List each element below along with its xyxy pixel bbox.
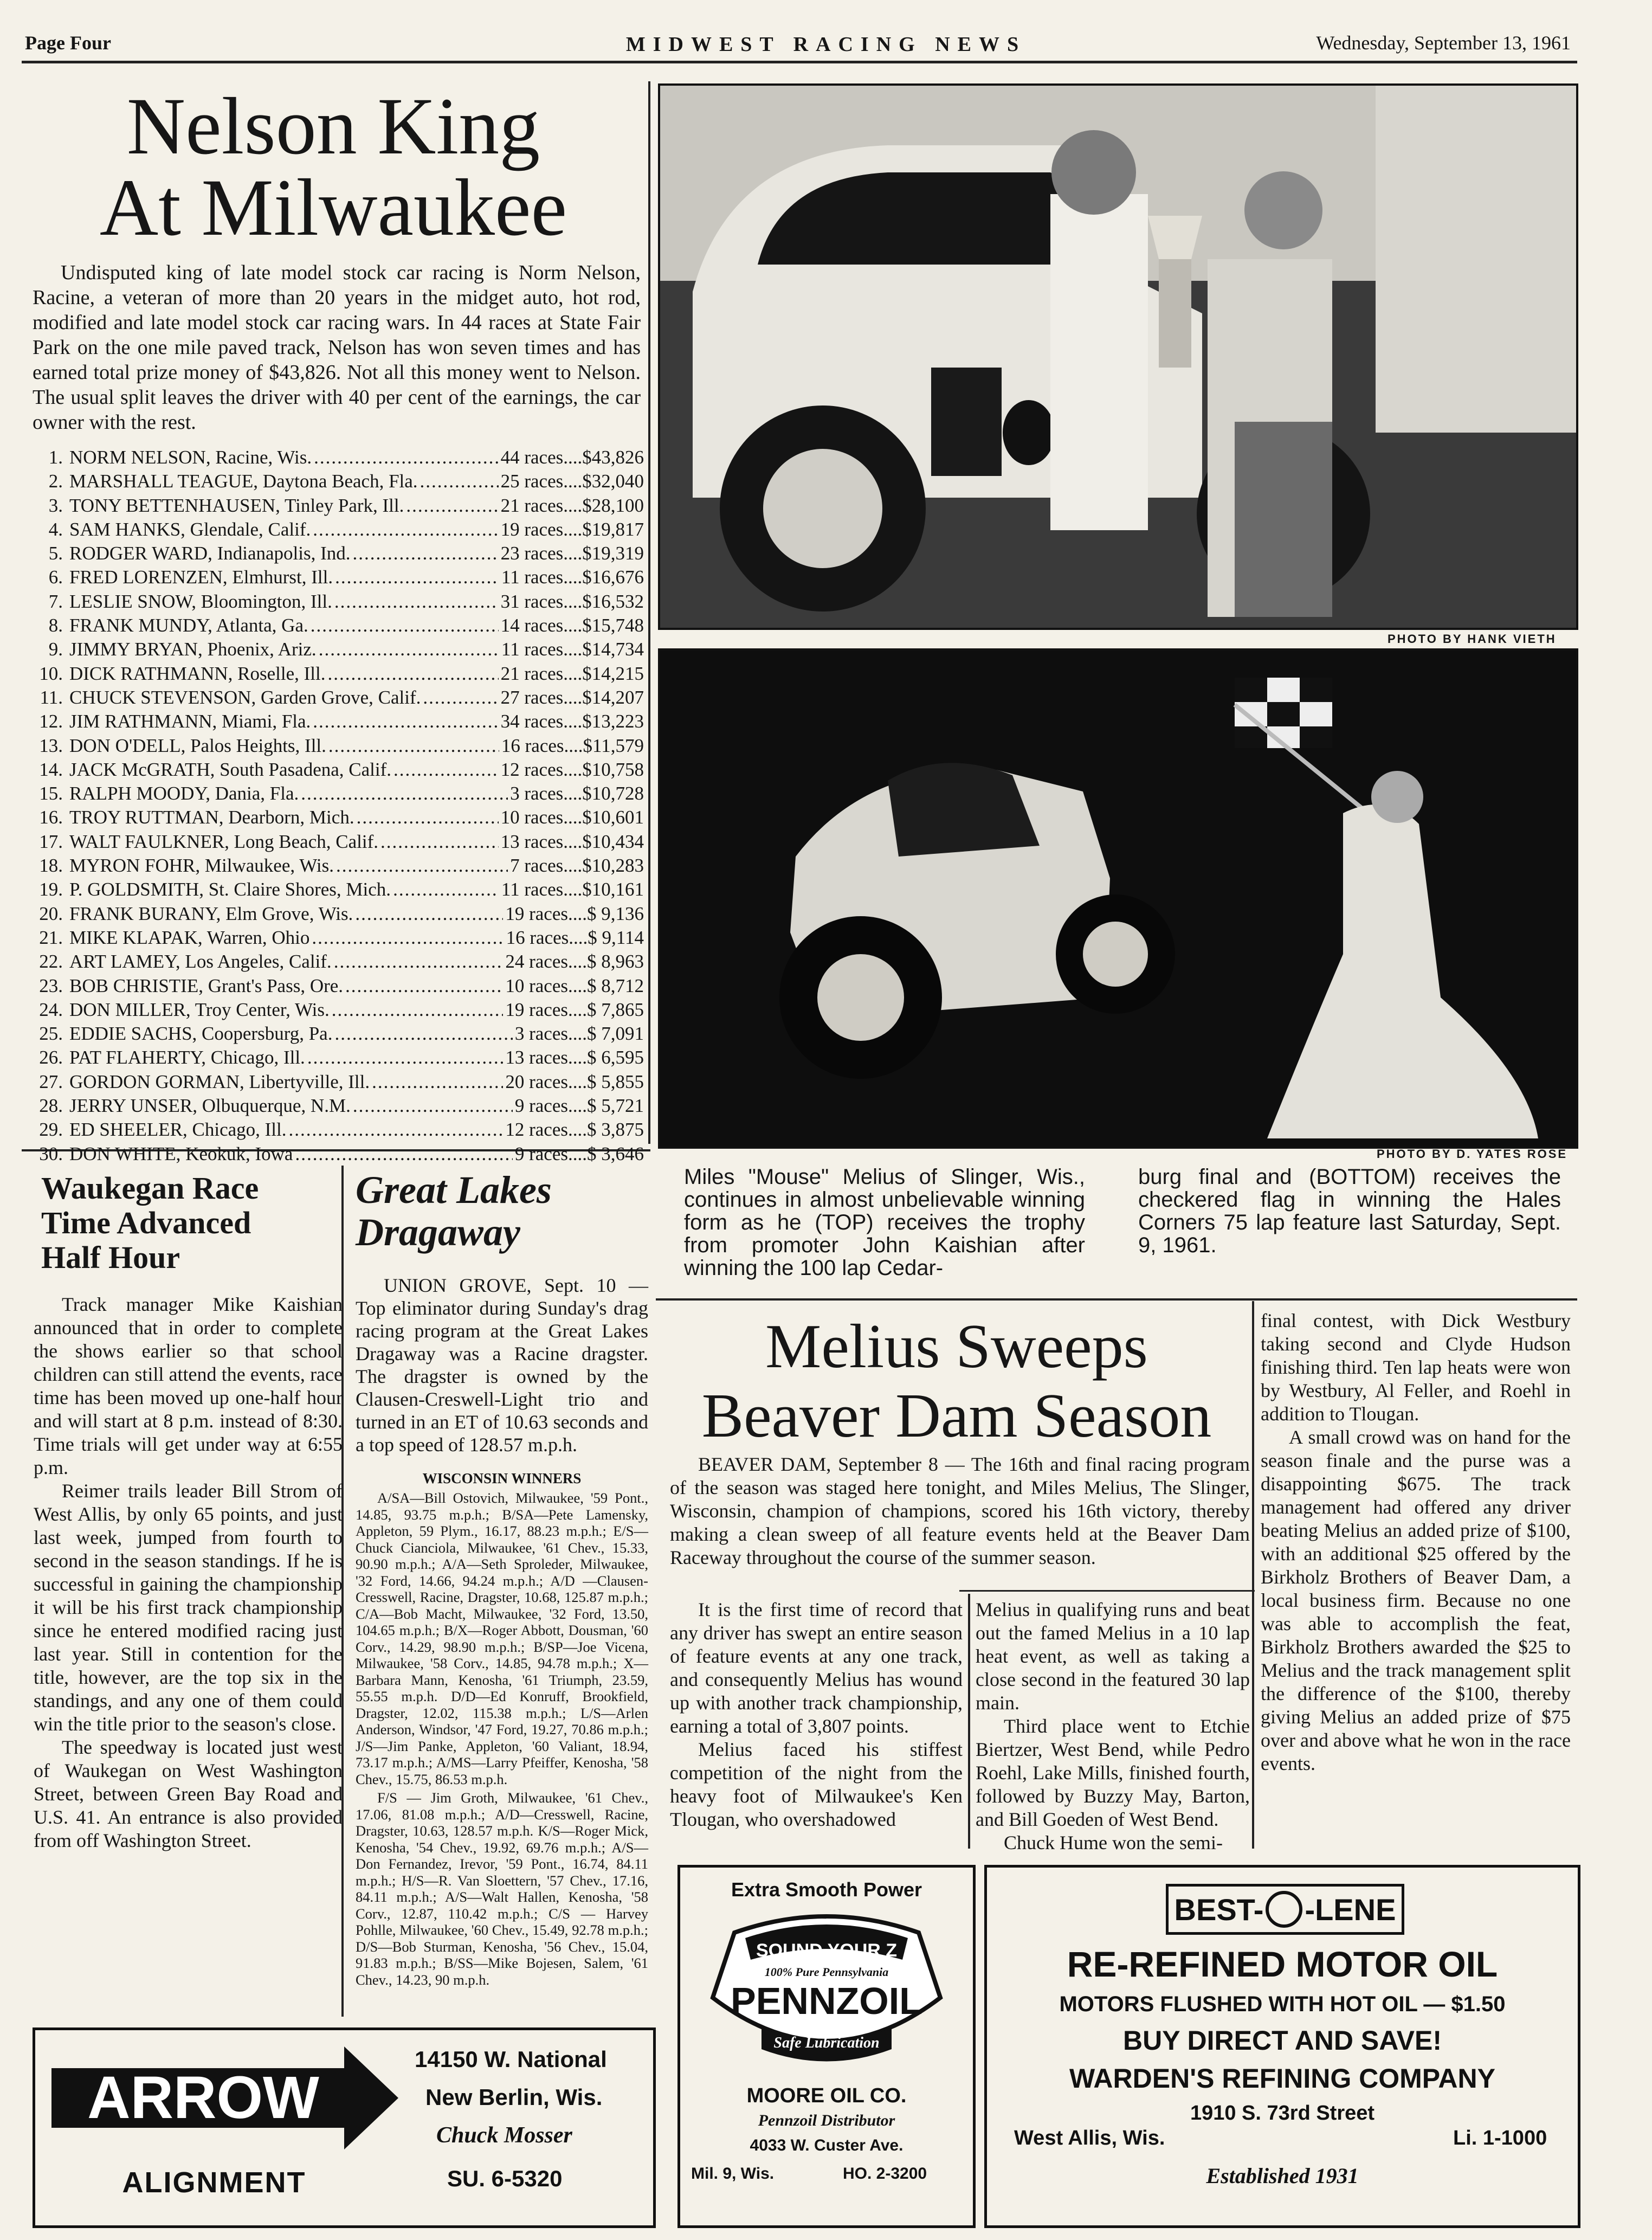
standings-driver: EDDIE SACHS, Coopersburg, Pa. [69,1023,333,1045]
pennzoil-role: Pennzoil Distributor [758,2112,895,2129]
trophy-photo-image [660,86,1576,628]
standings-races: 16 races [506,926,569,948]
winners-heading: WISCONSIN WINNERS [422,1470,582,1486]
standings-prize: $11,579 [583,735,644,756]
photo-caption-left: Miles "Mouse" Melius of Slinger, Wis., continues in almost unbelievable winning form as he (TOP) receives the trophy from promoter John Kaishian after winning the 100 lap Cedar- [684,1165,1085,1280]
standings-rank: 11. [40,686,63,708]
paper-title: MIDWEST RACING NEWS [625,33,1027,56]
standings-rank: 17. [39,831,63,852]
standings-row [33,1046,644,1070]
pennzoil-phone: HO. 2-3200 [843,2165,927,2183]
standings-driver: BOB CHRISTIE, Grant's Pass, Ore. [69,975,344,996]
standings-row [33,854,644,878]
separator-dots: .... [563,758,583,780]
standings-row [33,806,644,829]
leader-dots [423,686,498,710]
page-number: Page Four [25,32,111,54]
standings-row [33,782,644,806]
pennzoil-badge-bottom: Safe Lubrication [773,2035,880,2051]
standings-rank: 13. [39,735,63,756]
flag-photo-image [660,651,1576,1147]
standings-row [33,758,644,782]
column-rule [968,1594,970,1849]
standings-driver: FRANK MUNDY, Atlanta, Ga. [69,615,308,636]
arrow-address: 14150 W. National [415,2046,607,2072]
standings-races: 21 races [500,662,564,684]
standings-prize: $32,040 [582,471,644,492]
standings-races: 9 races [514,1143,568,1164]
leader-dots [372,1070,503,1094]
leader-dots [327,662,498,686]
standings-driver: DICK RATHMANN, Roselle, Ill. [69,662,326,684]
separator-dots: .... [568,1023,587,1045]
separator-dots: .... [563,686,583,708]
separator-dots: .... [564,735,583,756]
pennzoil-tagline: Extra Smooth Power [731,1878,922,1901]
separator-dots: .... [563,711,583,732]
standings-races: 23 races [500,543,564,564]
pennzoil-city: Mil. 9, Wis. [691,2165,775,2183]
standings-races: 13 races [505,1047,568,1068]
separator-dots: .... [563,639,583,660]
standings-rank: 3. [48,494,63,516]
standings-prize: $16,676 [582,567,644,588]
standings-row [33,1142,644,1166]
standings-races: 3 races [514,1023,568,1045]
article-melius-lead: BEAVER DAM, September 8 — The 16th and final racing program of the season was staged here tonight, and Miles Melius, The Slinger, Wisconsin, champion of champions, scored his 16th victory, thereby making a clean sweep of all feature events held at the Beaver Dam Raceway throughout the course of the summer season. [670,1453,1250,1568]
standings-prize: $ 5,721 [587,1095,644,1117]
pennzoil-badge-top: SOUND YOUR Z [756,1940,898,1961]
arrow-city: New Berlin, Wis. [425,2084,603,2110]
standings-prize: $ 3,646 [587,1143,644,1164]
pennzoil-address: 4033 W. Custer Ave. [750,2136,904,2154]
standings-rank: 8. [48,615,63,636]
standings-rank: 23. [39,975,63,996]
standings-prize: $ 8,963 [587,951,644,973]
issue-date: Wednesday, September 13, 1961 [1316,32,1571,54]
leader-dots [295,1142,512,1166]
best-o-lene-established: Established 1931 [1206,2164,1359,2188]
standings-driver: DON MILLER, Troy Center, Wis. [69,999,330,1020]
standings-row [33,518,644,542]
leader-dots [353,1094,513,1118]
standings-rank: 14. [39,758,63,780]
standings-row [33,902,644,926]
standings-prize: $10,758 [582,758,644,780]
separator-dots: .... [563,494,583,516]
leader-dots [353,542,499,565]
standings-rank: 10. [39,662,63,684]
leader-dots [345,974,503,998]
standings-row [33,926,644,950]
standings-row [33,1022,644,1046]
standings-driver: TONY BETTENHAUSEN, Tinley Park, Ill. [69,494,404,516]
standings-rank: 19. [39,879,63,900]
standings-row [33,950,644,974]
standings-races: 25 races [500,471,564,492]
standings-rank: 25. [39,1023,63,1045]
standings-rank: 18. [39,855,63,877]
standings-driver: NORM NELSON, Racine, Wis. [69,447,312,468]
leader-dots [406,494,498,518]
standings-driver: P. GOLDSMITH, St. Claire Shores, Mich. [69,879,391,900]
leader-dots [307,1046,504,1070]
standings-races: 31 races [500,590,564,612]
standings-rank: 16. [39,807,63,828]
headline-waukegan: Waukegan Race Time Advanced Half Hour [41,1170,259,1275]
separator-dots: .... [563,590,583,612]
photo-credit-top: PHOTO BY HANK VIETH [1388,632,1557,646]
standings-rank: 29. [39,1119,63,1141]
leader-dots [393,758,499,782]
standings-prize: $19,817 [582,518,644,540]
separator-dots: .... [563,615,583,636]
oil-drop-icon [1266,1891,1302,1928]
leader-dots [355,902,503,926]
pennzoil-brand: PENNZOIL [731,1980,922,2022]
standings-rank: 24. [39,999,63,1020]
best-o-lene-logo-left: BEST- [1174,1892,1264,1927]
column-rule [648,81,650,1144]
best-o-lene-line3: BUY DIRECT AND SAVE! [1122,2025,1442,2056]
best-o-lene-logo-right: -LENE [1305,1892,1396,1927]
standings-driver: TROY RUTTMAN, Dearborn, Mich. [69,807,354,828]
ad-best-o-lene [984,1865,1580,2228]
leader-dots [334,950,504,974]
standings-row [33,998,644,1022]
leader-dots [380,830,499,854]
standings-rank: 6. [48,567,63,588]
leader-dots [314,446,499,469]
best-o-lene-line4: WARDEN'S REFINING COMPANY [1069,2063,1495,2094]
standings-races: 16 races [501,735,564,756]
separator-dots: .... [568,951,587,973]
separator-dots: .... [563,783,583,804]
standings-driver: DON O'DELL, Palos Heights, Ill. [69,735,326,756]
standings-races: 34 races [500,711,564,732]
separator-dots: .... [568,975,587,996]
standings-races: 20 races [505,1071,568,1092]
best-o-lene-logo [1166,1884,1404,1935]
standings-prize: $ 7,091 [587,1023,644,1045]
standings-races: 7 races [510,855,564,877]
standings-row [33,494,644,518]
standings-races: 10 races [500,807,564,828]
standings-row [33,1118,644,1142]
pennzoil-company: MOORE OIL CO. [746,2084,907,2107]
standings-prize: $14,734 [582,639,644,660]
standings-prize: $ 5,855 [587,1071,644,1092]
photo-checkered-flag [658,648,1578,1149]
article-waukegan-body: Track manager Mike Kaishian announced that in order to complete the shows earlier so that school children can still attend the events, race time has been moved up one-half hour and will start at 8 p.m. instead of 8:30. Time trials will get under way at 6:55 p.m. Reimer trails leader Bill Strom of West Allis, by only 65 points, and just last week, jumped from fourth to second in the season standings. If he is successful in gaining the championship it will be his first track championship since he entered modified racing just last year. Still in contention for the title, however, are the top six in the standings, and any one of them could win the title prior to the season's close. The speedway is located just west of Waukegan on West Washington Street, between Green Bay Road and U.S. 41. An entrance is also provided from off Washington Street. [34,1293,343,1851]
standings-row [33,974,644,998]
standings-rank: 12. [39,711,63,732]
standings-prize: $ 6,595 [587,1047,644,1068]
arrow-contact: Chuck Mosser [436,2123,572,2148]
article-melius-col3: final contest, with Dick Westbury taking second and Clyde Hudson finishing third. Ten lap heats were won by Westbury, Al Feller, and Roehl in addition to Tlougan. A small crowd was on hand for the season finale and the purse was a disappointing $675. The track management had offered any driver beating Melius an added prize of $100, with an additional $25 offered by the Birkholz Brothers of Beaver Dam, a local business firm. Because no one was able to accomplish the feat, Birkholz Brothers awarded the $25 to Melius and the track management split the difference of the $100, thereby giving Melius an added prize of $75 over and above what he won in the race events. [1261,1310,1571,1774]
standings-rank: 26. [39,1047,63,1068]
standings-row [33,542,644,565]
standings-prize: $10,161 [582,879,644,900]
headline-nelson-king: Nelson King At Milwaukee [99,81,567,253]
standings-row [33,686,644,710]
headline-melius: Melius Sweeps Beaver Dam Season [701,1312,1212,1451]
separator-dots: .... [568,1095,587,1117]
standings-row [33,830,644,854]
article-king-intro: Undisputed king of late model stock car racing is Norm Nelson, Racine, a veteran of more than 20 years in the midget auto, hot rod, modified and late model stock car racing wars. In 44 races at State Fair Park on the one mile paved track, Nelson has won seven times and has earned total prize money of $43,826. Not all this money went to Nelson. The usual split leaves the driver with 40 per cent of the earnings, the car owner with the rest. [33,261,641,434]
standings-prize: $19,319 [582,543,644,564]
standings-races: 27 races [500,686,564,708]
leader-dots [319,638,499,661]
standings-driver: RODGER WARD, Indianapolis, Ind. [69,543,351,564]
standings-prize: $15,748 [582,615,644,636]
standings-races: 3 races [510,783,564,804]
standings-driver: DON WHITE, Keokuk, Iowa [69,1143,293,1164]
leader-dots [311,614,499,638]
article-melius-col1: It is the first time of record that any driver has swept an entire season of feature events at any one track, and consequently Melius has wound up with another track championship, earning a total of 3,807 points. Melius faced his stiffest competition of the night from the heavy foot of Milwaukee's Ken Tlougan, who overshadowed [670,1599,963,1830]
leader-dots [420,469,499,493]
separator-dots: .... [569,926,588,948]
leader-dots [312,926,504,950]
standings-races: 21 races [500,494,564,516]
standings-driver: MIKE KLAPAK, Warren, Ohio [69,926,310,948]
leader-dots [328,734,499,758]
leader-dots [332,998,504,1022]
standings-prize: $ 9,114 [588,926,644,948]
photo-credit-bottom: PHOTO BY D. YATES ROSE [1377,1147,1568,1161]
arrow-tag: ALIGNMENT [122,2166,306,2199]
standings-driver: MARSHALL TEAGUE, Daytona Beach, Fla. [69,471,418,492]
best-o-lene-city: West Allis, Wis. [1014,2127,1165,2149]
standings-prize: $10,601 [582,807,644,828]
standings-driver: LESLIE SNOW, Bloomington, Ill. [69,590,332,612]
standings-rank: 1. [48,447,63,468]
standings-list [33,446,644,1166]
section-rule [959,1590,1255,1592]
standings-prize: $10,434 [582,831,644,852]
standings-prize: $ 3,875 [587,1119,644,1141]
best-o-lene-line1: RE-REFINED MOTOR OIL [1067,1944,1498,1984]
standings-driver: GORDON GORMAN, Libertyville, Ill. [69,1071,370,1092]
headline-dragaway: Great Lakes Dragaway [356,1168,552,1254]
standings-row [33,878,644,902]
standings-row [33,1070,644,1094]
standings-driver: RALPH MOODY, Dania, Fla. [69,783,299,804]
leader-dots [289,1118,504,1142]
standings-driver: FRANK BURANY, Elm Grove, Wis. [69,903,353,924]
separator-dots: .... [563,518,583,540]
standings-row [33,638,644,661]
separator-dots: .... [563,662,583,684]
masthead-rule [22,61,1577,63]
separator-dots: .... [563,471,583,492]
standings-races: 44 races [500,447,564,468]
leader-dots [335,565,499,589]
column-rule [1252,1301,1254,1849]
standings-rank: 4. [48,518,63,540]
standings-races: 12 races [500,758,564,780]
standings-prize: $43,826 [582,447,644,468]
leader-dots [334,1022,512,1046]
standings-rank: 27. [39,1071,63,1092]
separator-dots: .... [568,1119,587,1141]
standings-prize: $13,223 [582,711,644,732]
article-melius-col2: Melius in qualifying runs and beat out the famed Melius in a 10 lap heat event, as well as taking a close second in the featured 30 lap main. Third place went to Etchie Biertzer, West Bend, while Pedro Roehl, Lake Mills, finished fourth, followed by Buzzy May, Barton, and Bill Goeden of West Bend. Chuck Hume won the semi- [976,1599,1250,1853]
separator-dots: .... [568,1143,587,1164]
article-dragaway-lead: UNION GROVE, Sept. 10 — Top eliminator during Sunday's drag racing program at the Great Lakes Dragaway was a Racine dragster. The dragster is owned by the Clausen-Creswell-Light trio and turned in an ET of 10.63 seconds and a top speed of 128.57 m.p.h. [356,1275,648,1456]
best-o-lene-phone: Li. 1-1000 [1453,2127,1547,2149]
standings-driver: WALT FAULKNER, Long Beach, Calif. [69,831,378,852]
standings-prize: $ 8,712 [587,975,644,996]
standings-prize: $14,215 [582,662,644,684]
standings-rank: 30. [39,1143,63,1164]
standings-races: 12 races [505,1119,568,1141]
standings-races: 14 races [500,615,564,636]
standings-rank: 2. [48,471,63,492]
arrow-logo-text: ARROW [87,2064,319,2131]
standings-prize: $10,728 [582,783,644,804]
wisconsin-winners-list: A/SA—Bill Ostovich, Milwaukee, '59 Pont., 14.85, 93.75 m.p.h.; B/SA—Pete Lamensky, Appleton, 59 Plym., 16.17, 88.23 m.p.h.; E/S—Chuck Cianciola, Milwaukee, '61 Chev., 15.33, 90.90 m.p.h.; A/A—Seth Sproleder, Milwaukee, '32 Ford, 14.66, 94.24 m.p.h.; A/D —Clausen-Cresswell, Racine, Dragster, 10.68, 125.87 m.p.h.; C/A—Bob Macht, Milwaukee, '32 Ford, 13.50, 104.65 m.p.h.; B/X—Roger Abbott, Dousman, '60 Corv., 14.29, 98.90 m.p.h.; B/SP—Joe Vicena, Milwaukee, '58 Corv., 14.85, 94.78 m.p.h.; X—Barbara Mann, Kenosha, '61 Triumph, 23.59, 55.55 m.p.h. D/D—Ed Konruff, Brookfield, Dragster, 12.02, 115.38 m.p.h.; L/S—Arlen Anderson, Windsor, '47 Ford, 19.27, 70.86 m.p.h.; J/S—Jim Panke, Appleton, '60 Valiant, 18.94, 73.17 m.p.h.; A/MS—Larry Pfeiffer, Kenosha, '58 Chev., 15.75, 86.53 m.p.h. F/S — Jim Groth, Milwaukee, '61 Chev., 17.06, 81.08 m.p.h.; A/D—Cresswell, Racine, Dragster, 10.63, 128.57 m.p.h. K/S—Roger Mick, Kenosha, '54 Chev., 19.92, 69.76 m.p.h.; A/S—Don Fernandez, Irevor, '59 Pont., 16.74, 84.11 m.p.h.; H/S—R. Van Sloettern, '57 Chev., 17.16, 84.11 m.p.h.; A/S—Walt Hallen, Kenosha, '58 Corv., 12.87, 110.42 m.p.h.; C/S — Harvey Pohlle, Milwaukee, '60 Chev., 15.49, 92.78 m.p.h.; D/S—Bob Sturman, Kenosha, '56 Chev., 15.04, 91.83 m.p.h.; B/SS—Mike Bojesen, Salem, '61 Chev., 14.23, 90 m.p.h. [356,1490,648,1988]
separator-dots: .... [568,1047,587,1068]
standings-row [33,614,644,638]
standings-races: 11 races [501,639,564,660]
standings-row [33,710,644,733]
standings-rank: 20. [39,903,63,924]
standings-rank: 9. [48,639,63,660]
standings-races: 11 races [501,879,564,900]
separator-dots: .... [563,567,583,588]
standings-row [33,565,644,589]
arrow-phone: SU. 6-5320 [447,2166,563,2191]
leader-dots [393,878,499,902]
standings-races: 19 races [500,518,564,540]
pennzoil-badge-mid: 100% Pure Pennsylvania [764,1965,889,1979]
leader-dots [357,806,499,829]
standings-driver: JACK McGRATH, South Pasadena, Calif. [69,758,391,780]
standings-prize: $ 7,865 [587,999,644,1020]
standings-prize: $ 9,136 [587,903,644,924]
standings-prize: $16,532 [582,590,644,612]
separator-dots: .... [563,879,583,900]
leader-dots [301,782,508,806]
best-o-lene-line2: MOTORS FLUSHED WITH HOT OIL — $1.50 [1059,1992,1506,2016]
arrow-logo-icon [51,2046,398,2149]
standings-rank: 5. [48,543,63,564]
standings-row [33,590,644,614]
standings-row [33,446,644,469]
ad-arrow-alignment [33,2027,656,2228]
standings-driver: JIMMY BRYAN, Phoenix, Ariz. [69,639,317,660]
standings-row [33,1094,644,1118]
standings-prize: $10,283 [582,855,644,877]
standings-driver: JIM RATHMANN, Miami, Fla. [69,711,311,732]
standings-rank: 7. [48,590,63,612]
section-rule [656,1298,1577,1301]
standings-driver: ART LAMEY, Los Angeles, Calif. [69,951,332,973]
standings-races: 19 races [505,903,568,924]
standings-driver: JERRY UNSER, Olbuquerque, N.M. [69,1095,351,1117]
standings-races: 10 races [505,975,568,996]
pennzoil-bell-logo-icon [702,1911,951,2074]
standings-rank: 22. [39,951,63,973]
leader-dots [313,518,498,542]
standings-driver: ED SHEELER, Chicago, Ill. [69,1119,287,1141]
separator-dots: .... [568,999,587,1020]
standings-prize: $28,100 [582,494,644,516]
standings-rank: 15. [39,783,63,804]
standings-driver: MYRON FOHR, Milwaukee, Wis. [69,855,334,877]
leader-dots [336,854,508,878]
separator-dots: .... [563,831,583,852]
standings-races: 9 races [514,1095,568,1117]
separator-dots: .... [563,855,583,877]
leader-dots [313,710,498,733]
photo-trophy-presentation [658,83,1578,630]
standings-prize: $14,207 [582,686,644,708]
separator-dots: .... [563,807,583,828]
photo-caption-right: burg final and (BOTTOM) receives the checkered flag in winning the Hales Corners 75 lap feature last Saturday, Sept. 9, 1961. [1138,1165,1561,1257]
standings-row [33,662,644,686]
leader-dots [334,590,499,614]
standings-driver: FRED LORENZEN, Elmhurst, Ill. [69,567,333,588]
ad-pennzoil [677,1865,976,2228]
standings-races: 19 races [505,999,568,1020]
best-o-lene-address: 1910 S. 73rd Street [1190,2102,1375,2125]
separator-dots: .... [563,543,583,564]
standings-races: 11 races [501,567,564,588]
standings-driver: SAM HANKS, Glendale, Calif. [69,518,311,540]
separator-dots: .... [568,903,587,924]
standings-row [33,469,644,493]
separator-dots: .... [568,1071,587,1092]
standings-rank: 28. [39,1095,63,1117]
standings-races: 24 races [505,951,568,973]
separator-dots: .... [563,447,583,468]
standings-rank: 21. [39,926,63,948]
standings-driver: CHUCK STEVENSON, Garden Grove, Calif. [69,686,421,708]
standings-row [33,734,644,758]
standings-races: 13 races [500,831,564,852]
standings-driver: PAT FLAHERTY, Chicago, Ill. [69,1047,305,1068]
